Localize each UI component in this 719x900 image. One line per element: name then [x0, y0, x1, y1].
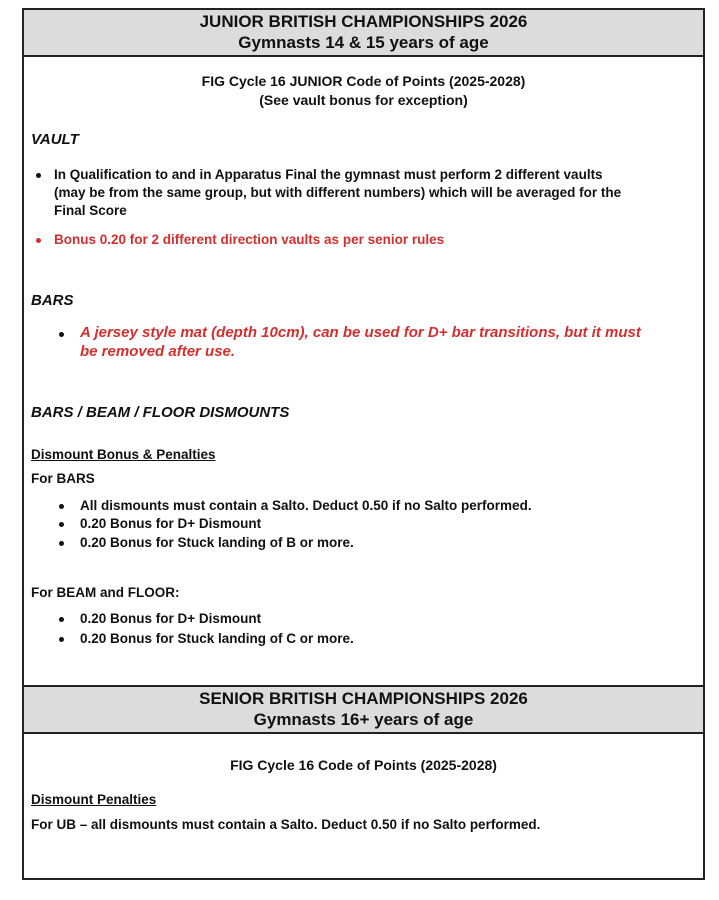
bars-dismount-item: 0.20 Bonus for D+ Dismount [80, 516, 262, 531]
bars-item-line2: be removed after use. [80, 343, 236, 360]
beam-floor-dismount-item: 0.20 Bonus for D+ Dismount [80, 611, 262, 626]
for-beam-floor-label: For BEAM and FLOOR: [31, 585, 180, 600]
document-frame [22, 8, 705, 880]
vault-item1-line3: Final Score [54, 203, 127, 218]
senior-title: SENIOR BRITISH CHAMPIONSHIPS 2026 [199, 689, 528, 708]
junior-code-line1: FIG Cycle 16 JUNIOR Code of Points (2025-2028) [201, 73, 526, 89]
senior-section [24, 734, 703, 878]
junior-title: JUNIOR BRITISH CHAMPIONSHIPS 2026 [199, 12, 528, 31]
vault-bonus-item: Bonus 0.20 for 2 different direction vaults as per senior rules [54, 232, 445, 247]
bullet-icon [36, 173, 41, 178]
bullet-icon [59, 541, 64, 546]
bullet-icon [59, 617, 64, 622]
bars-dismount-item: All dismounts must contain a Salto. Deduct 0.50 if no Salto performed. [80, 498, 532, 513]
bullet-icon [36, 238, 41, 243]
senior-subtitle: Gymnasts 16+ years of age [253, 710, 474, 729]
bullet-icon [59, 504, 64, 509]
junior-subtitle: Gymnasts 14 & 15 years of age [238, 33, 489, 52]
bullet-icon [59, 522, 64, 527]
junior-code-line2: (See vault bonus for exception) [259, 92, 468, 108]
dismounts-heading: BARS / BEAM / FLOOR DISMOUNTS [31, 404, 290, 421]
bars-item-line1: A jersey style mat (depth 10cm), can be used for D+ bar transitions, but it must [80, 324, 641, 341]
senior-header [24, 685, 703, 734]
bars-dismount-item: 0.20 Bonus for Stuck landing of B or more. [80, 535, 354, 550]
senior-penalties-text: For UB – all dismounts must contain a Salto. Deduct 0.50 if no Salto performed. [31, 817, 541, 832]
junior-header [24, 10, 703, 57]
senior-penalties-heading: Dismount Penalties [31, 792, 157, 807]
junior-section [24, 57, 703, 685]
for-bars-label: For BARS [31, 471, 95, 486]
beam-floor-dismount-item: 0.20 Bonus for Stuck landing of C or more. [80, 631, 354, 646]
bullet-icon [59, 637, 64, 642]
vault-heading: VAULT [31, 131, 79, 148]
senior-code-line: FIG Cycle 16 Code of Points (2025-2028) [230, 757, 497, 773]
vault-item1-line1: In Qualification to and in Apparatus Final the gymnast must perform 2 different vaults [54, 167, 603, 182]
bullet-icon [59, 332, 64, 337]
bars-heading: BARS [31, 292, 74, 309]
dismount-subheading: Dismount Bonus & Penalties [31, 447, 216, 462]
vault-item1-line2: (may be from the same group, but with different numbers) which will be averaged for the [54, 185, 622, 200]
